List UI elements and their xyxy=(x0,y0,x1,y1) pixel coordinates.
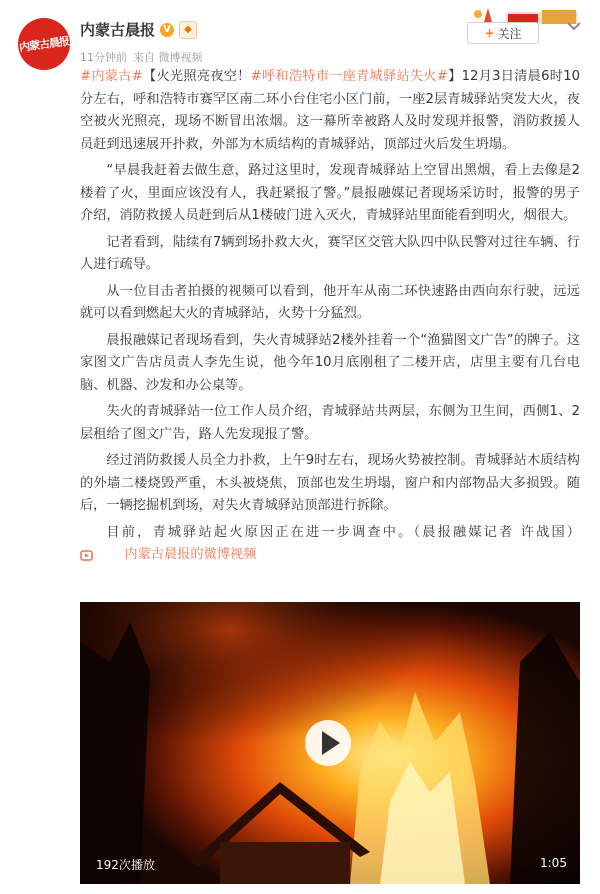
paragraph-8 xyxy=(80,522,580,571)
follow-label: 关注 xyxy=(497,26,522,41)
post-meta xyxy=(80,49,203,65)
member-icon: ◆ xyxy=(179,21,197,39)
paragraph-4: 从一位目击者拍摄的视频可以看到，他开车从南二环快速路由西向东行驶，远远就可以看到燃起大火的青城驿站，火势十分猛烈。 xyxy=(80,283,580,321)
avatar-logo-text: 内蒙古晨报 xyxy=(18,34,70,55)
author-name[interactable]: 内蒙古晨报 xyxy=(80,21,156,39)
paragraph-3: 记者看到，陆续有7辆到场扑救大火，赛罕区交管大队四中队民警对过往车辆、行人进行疏导。 xyxy=(80,234,580,272)
play-count: 192次播放 xyxy=(96,858,155,872)
paragraph-5: 晨报融媒记者现场看到，失火青城驿站2楼外挂着一个“渔猫图文广告”的牌子。这家图文广告店员责人李先生说，他今年10月底刚租了二楼开店，店里主要有几台电脑、机器、沙发和办公桌等。 xyxy=(80,332,580,393)
video-duration: 1:05 xyxy=(540,856,567,870)
follow-button[interactable] xyxy=(467,22,539,44)
post-text: 】12月3日清晨6时10分左右，呼和浩特市赛罕区南二环小台住宅小区门前，一座2层青城驿站突发大火，夜空被火光照亮，现场不断冒出浓烟。这一幕所幸被路人及时发现并报警，消防救援人员赶到迅速展开扑救，外部为木质结构的青城驿站，顶部过火后发生坍塌。 xyxy=(80,69,580,152)
avatar[interactable] xyxy=(18,18,70,70)
post-source: 来自 微博视频 xyxy=(133,51,203,64)
paragraph-7: 经过消防救援人员全力扑救，上午9时左右，现场火势被控制。青城驿站木质结构的外墙二楼烧毁严重，木头被烧焦，顶部也发生坍塌，窗户和内部物品大多损毁。随后，一辆挖掘机到场，对失火青城驿站顶部进行拆除。 xyxy=(80,453,580,513)
paragraph-2: “早晨我赶着去做生意，路过这里时，发现青城驿站上空冒出黑烟，看上去像是2楼着了火，里面应该没有人，我赶紧报了警。”晨报融媒记者现场采访时，报警的男子介绍，消防救援人员赶到后从1楼破门进入灭火，青城驿站里面能看到明火，烟很大。 xyxy=(80,163,580,223)
play-icon xyxy=(322,731,340,755)
post-text: 目前，青城驿站起火原因正在进一步调查中。（晨报融媒记者 许战国） xyxy=(106,524,580,540)
video-link-icon xyxy=(80,549,95,562)
chevron-down-icon[interactable] xyxy=(564,18,584,34)
plus-icon: + xyxy=(484,26,495,40)
play-button[interactable] xyxy=(305,720,351,766)
author-row xyxy=(80,19,197,40)
hashtag-link[interactable]: #呼和浩特市一座青城驿站失火# xyxy=(250,69,448,84)
video-link-label: 内蒙古晨报的微博视频 xyxy=(124,547,257,562)
post-time[interactable]: 11分钟前 xyxy=(80,51,127,64)
video-link[interactable] xyxy=(80,544,256,567)
paragraph-1 xyxy=(80,66,580,156)
post-text: 【火光照亮夜空！ xyxy=(142,69,251,84)
hashtag-link[interactable]: #内蒙古# xyxy=(80,69,143,84)
verified-icon: V xyxy=(160,23,174,37)
post-content xyxy=(80,66,580,570)
paragraph-6: 失火的青城驿站一位工作人员介绍，青城驿站共两层，东侧为卫生间，西侧1、2层租给了图文广告，路人先发现报了警。 xyxy=(80,404,580,442)
